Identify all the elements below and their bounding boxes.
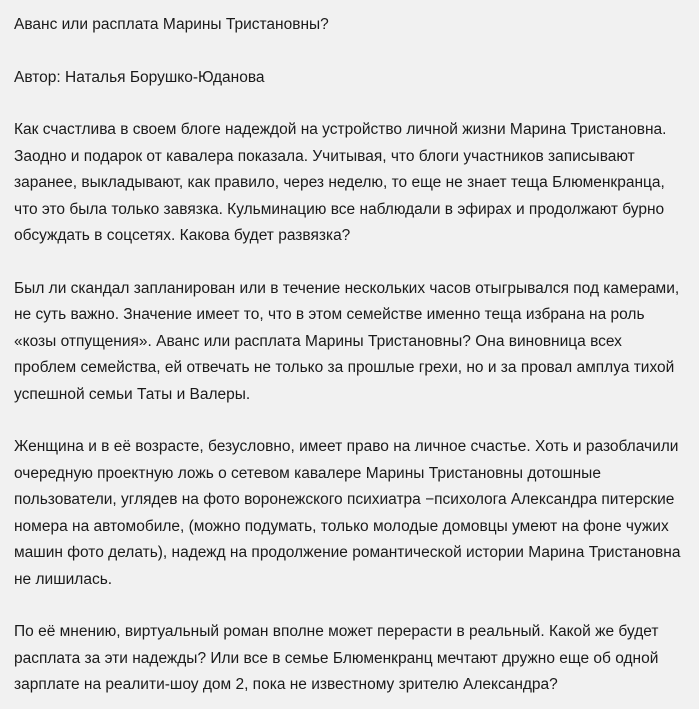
article-author: Автор: Наталья Борушко-Юданова bbox=[14, 68, 265, 86]
article-paragraph: Как счастлива в своем блоге надеждой на устройство личной жизни Марина Тристановна. Заодно и подарок от кавалера показала. Учитывая, что блоги участников записывают заранее, выкладывают, как правило, через неделю, то еще не знает теща Блюменкранца, что это была только завязка. Кульминацию все наблюдали в эфирах и продолжают бурно обсуждать в соцсетях. Какова будет развязка? bbox=[14, 121, 667, 244]
article-paragraph: Был ли скандал запланирован или в течение нескольких часов отыгрывался под камерами, не суть важно. Значение имеет то, что в этом семействе именно теща избрана на роль «козы отпущения». Аванс или расплата Марины Тристановны? Она виновница всех проблем семейства, ей отвечать не только за прошлые грехи, но и за провал амплуа тихой успешной семьи Таты и Валеры. bbox=[14, 279, 680, 403]
page-title: Аванс или расплата Марины Тристановны? bbox=[14, 16, 329, 33]
article-paragraph: По её мнению, виртуальный роман вполне может перерасти в реальный. Какой же будет расплата за эти надежды? Или все в семье Блюменкранц мечтают дружно еще об одной зарплате на реалити-шоу дом 2, пока не известному зрителю Александра? bbox=[14, 623, 659, 693]
article-paragraph: Женщина и в её возрасте, безусловно, имеет право на личное счастье. Хоть и разоблачили очередную проектную ложь о сетевом кавалере Марины Тристановны дотошные пользователи, углядев на фото воронежского психиатра −психолога Александра питерские номера на автомобиле, (можно подумать, только молодые домовцы умеют на фоне чужих машин фото делать), надежд на продолжение романтической истории Марина Тристановна не лишилась. bbox=[14, 438, 681, 588]
